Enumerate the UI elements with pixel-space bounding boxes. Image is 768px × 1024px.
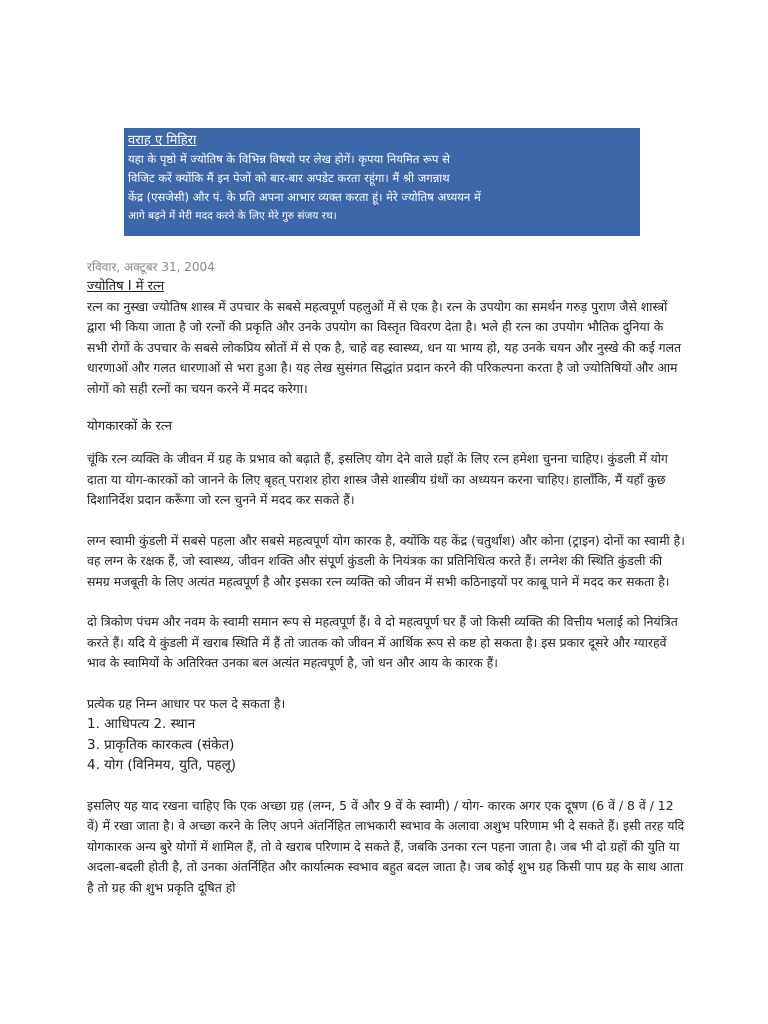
list-intro: प्रत्येक ग्रह निम्न आधार पर फल दे सकता है। (87, 695, 286, 711)
banner-description-line: यहा के पृष्ठो में ज्योतिष के विभिन्न विषयो पर लेख होगें। कृपया नियमित रूप से (128, 152, 450, 166)
post-title-link[interactable]: ज्योतिष I में रत्न (87, 279, 165, 294)
paragraph-results: इसलिए यह याद रखना चाहिए कि एक अच्छा ग्रह (लग्न, 5 वें और 9 वें के स्वामी) / योग- कारक अगर एक दूषण (6 वें / 8 वें / 12 वें) में रखा जाता है। वे अच्छा करने के लिए अपने अंतर्निहित लाभकारी स्वभाव के अलावा अशुभ परिणाम भी दे सकते हैं। इसी तरह यदि योगकारक अन्य बुरे योगों में शामिल हैं, तो वे खराब परिणाम दे सकते हैं, जबकि उनका रत्न पहना जाता है। जब भी दो ग्रहों की युति या अदला-बदली होती है, तो उनका अंतर्निहित और कार्यात्मक स्वभाव बहुत बदल जाता है। जब कोई शुभ ग्रह किसी पाप ग्रह के साथ आता है तो ग्रह की शुभ प्रकृति दूषित हो (87, 797, 685, 895)
list-item: 1. आधिपत्य 2. स्थान (87, 716, 196, 732)
paragraph-yogakaraka: चूंकि रत्न व्यक्ति के जीवन में ग्रह के प्रभाव को बढ़ाते हैं, इसलिए योग देने वाले ग्रहों के लिए रत्न हमेशा चुनना चाहिए। कुंडली में योग दाता या योग-कारकों को जानने के लिए बृहत् पराशर होरा शास्त्र जैसे शास्त्रीय ग्रंथों का अध्ययन करना चाहिए। हालाँकि, मैं यहाँ कुछ दिशानिर्देश प्रदान करूँगा जो रत्न चुनने में मदद कर सकते हैं। (87, 451, 668, 507)
paragraph-spacer (87, 592, 687, 612)
post-date: रविवार, अक्टूबर 31, 2004 (87, 260, 215, 274)
post-content (87, 258, 687, 898)
banner-description-line: केंद्र (एसजेसी) और पं. के प्रति अपना आभार व्यक्त करता हूं। मेरे ज्योतिष अध्ययन में (128, 190, 481, 204)
paragraph-lagna-lord: लग्न स्वामी कुंडली में सबसे पहला और सबसे महत्वपूर्ण योग कारक है, क्योंकि यह केंद्र (चतुर्थांश) और कोना (ट्राइन) दोनों का स्वामी है। वह लग्न के रक्षक हैं, जो स्वास्थ्य, जीवन शक्ति और संपूर्ण कुंडली के नियंत्रक का प्रतिनिधित्व करते हैं। लग्नेश की स्थिति कुंडली की समग्र मजबूती के लिए अत्यंत महत्वपूर्ण है और इसका रत्न व्यक्ति को जीवन में सभी कठिनाइयों पर काबू पाने में मदद कर सकता है। (87, 532, 685, 589)
paragraph-spacer (87, 674, 687, 694)
paragraph-spacer (87, 776, 687, 796)
post-intro-paragraph: रत्न का नुस्खा ज्योतिष शास्त्र में उपचार के सबसे महत्वपूर्ण पहलुओं में से एक है। रत्न के उपयोग का समर्थन गरुड़ पुराण जैसे शास्त्रों द्वारा भी किया जाता है जो रत्नों की प्रकृति और उनके उपयोग का विस्तृत विवरण देता है। भले ही रत्न का उपयोग भौतिक दुनिया के सभी रोगों के उपचार के सबसे लोकप्रिय स्रोतों में से एक है, चाहे वह स्वास्थ्य, धन या भाग्य हो, यह उनके चयन और नुस्खे की कई गलत धारणाओं और गलत धारणाओं से भरा हुआ है। यह लेख सुसंगत सिद्धांत प्रदान करने की परिकल्पना करता है जो ज्योतिषियों और आम लोगों को सही रत्नों का चयन करने में मदद करेगा। (87, 298, 682, 396)
banner-description-line: विजिट करें क्योंकि मैं इन पेजों को बार-बार अपडेट करता रहूंगा। मैं श्री जगन्नाथ (128, 171, 450, 185)
list-item: 3. प्राकृतिक कारकत्व (संकेत) (87, 736, 235, 753)
blog-header-banner (124, 128, 640, 236)
blog-title-link[interactable]: वराह ए मिहिरा (128, 133, 197, 148)
list-item: 4. योग (विनिमय, युति, पहलू) (87, 757, 236, 773)
banner-description-line: आगे बढ़ने में मेरी मदद करने के लिए मेरे गुरु संजय रथ। (128, 210, 337, 222)
paragraph-spacer (87, 511, 687, 531)
paragraph-trikona-lords: दो त्रिकोण पंचम और नवम के स्वामी समान रूप से महत्वपूर्ण हैं। वे दो महत्वपूर्ण घर हैं जो किसी व्यक्ति की वित्तीय भलाई को नियंत्रित करते हैं। यदि ये कुंडली में खराब स्थिति में हैं तो जातक को जीवन में आर्थिक रूप से कष्ट हो सकता है। इस प्रकार दूसरे और ग्यारहवें भाव के स्वामियों के अतिरिक्त उनका बल अत्यंत महत्वपूर्ण है, जो धन और आय के कारक हैं। (87, 614, 678, 670)
section-heading: योगकारकों के रत्न (87, 419, 173, 434)
